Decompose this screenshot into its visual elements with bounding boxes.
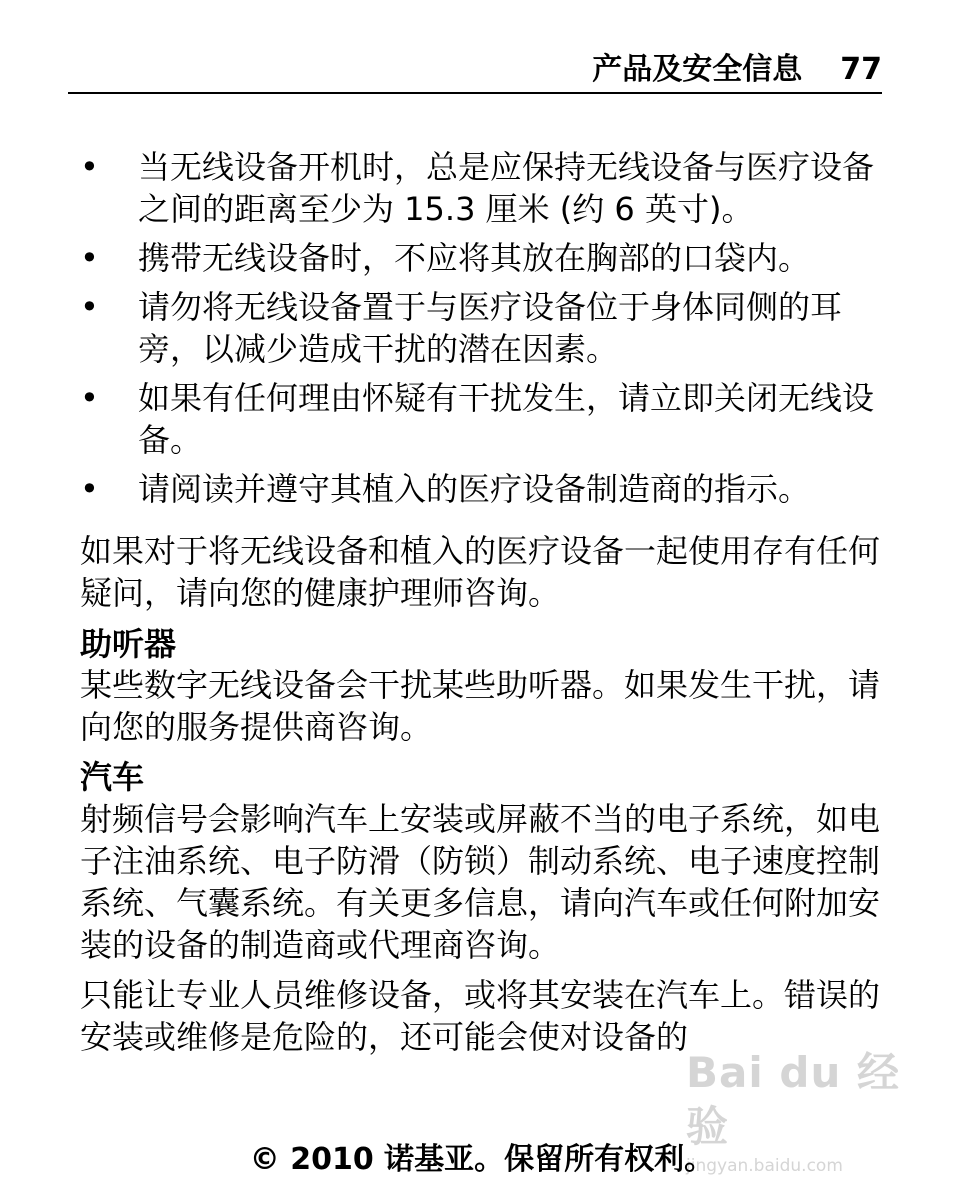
list-item-text: 当无线设备开机时，总是应保持无线设备与医疗设备之间的距离至少为 15.3 厘米 (约 6 英寸)。 (138, 148, 875, 228)
heading-hearing-aids: 助听器 (80, 625, 177, 663)
list-item-text: 请勿将无线设备置于与医疗设备位于身体同侧的耳旁，以减少造成干扰的潜在因素。 (138, 288, 843, 368)
vehicles-paragraph-2: 只能让专业人员维修设备，或将其安装在汽车上。错误的安装或维修是危险的，还可能会使对设备的 (80, 976, 881, 1056)
copyright-footer: © 2010 诺基亚。保留所有权利。 (249, 1142, 715, 1177)
bullet-icon: • (80, 379, 99, 417)
page-number: 77 (840, 52, 882, 87)
precaution-list (80, 146, 892, 517)
baidu-watermark (686, 1046, 916, 1176)
list-item-text: 携带无线设备时，不应将其放在胸部的口袋内。 (138, 239, 811, 277)
list-item (80, 468, 892, 510)
watermark-logo: Bai du 经验 (686, 1048, 900, 1151)
list-item (80, 286, 892, 370)
watermark-url: jingyan.baidu.com (686, 1156, 843, 1176)
hearing-aids-paragraph: 某些数字无线设备会干扰某些助听器。如果发生干扰，请向您的服务提供商咨询。 (80, 666, 881, 746)
heading-vehicles: 汽车 (80, 758, 145, 796)
page-header (68, 48, 882, 94)
list-item (80, 237, 892, 279)
bullet-icon: • (80, 470, 99, 508)
list-item-text: 如果有任何理由怀疑有干扰发生，请立即关闭无线设备。 (138, 379, 875, 459)
header-title: 产品及安全信息 (592, 52, 803, 87)
list-item (80, 146, 892, 230)
bullet-icon: • (80, 288, 99, 326)
vehicles-paragraph-1: 射频信号会影响汽车上安装或屏蔽不当的电子系统，如电子注油系统、电子防滑（防锁）制动系统、电子速度控制系统、气囊系统。有关更多信息，请向汽车或任何附加安装的设备的制造商或代理商咨询。 (80, 800, 881, 964)
bullet-icon: • (80, 239, 99, 277)
intro-paragraph: 如果对于将无线设备和植入的医疗设备一起使用存有任何疑问，请向您的健康护理师咨询。 (80, 532, 881, 612)
bullet-icon: • (80, 148, 99, 186)
list-item (80, 377, 892, 461)
list-item-text: 请阅读并遵守其植入的医疗设备制造商的指示。 (138, 470, 811, 508)
